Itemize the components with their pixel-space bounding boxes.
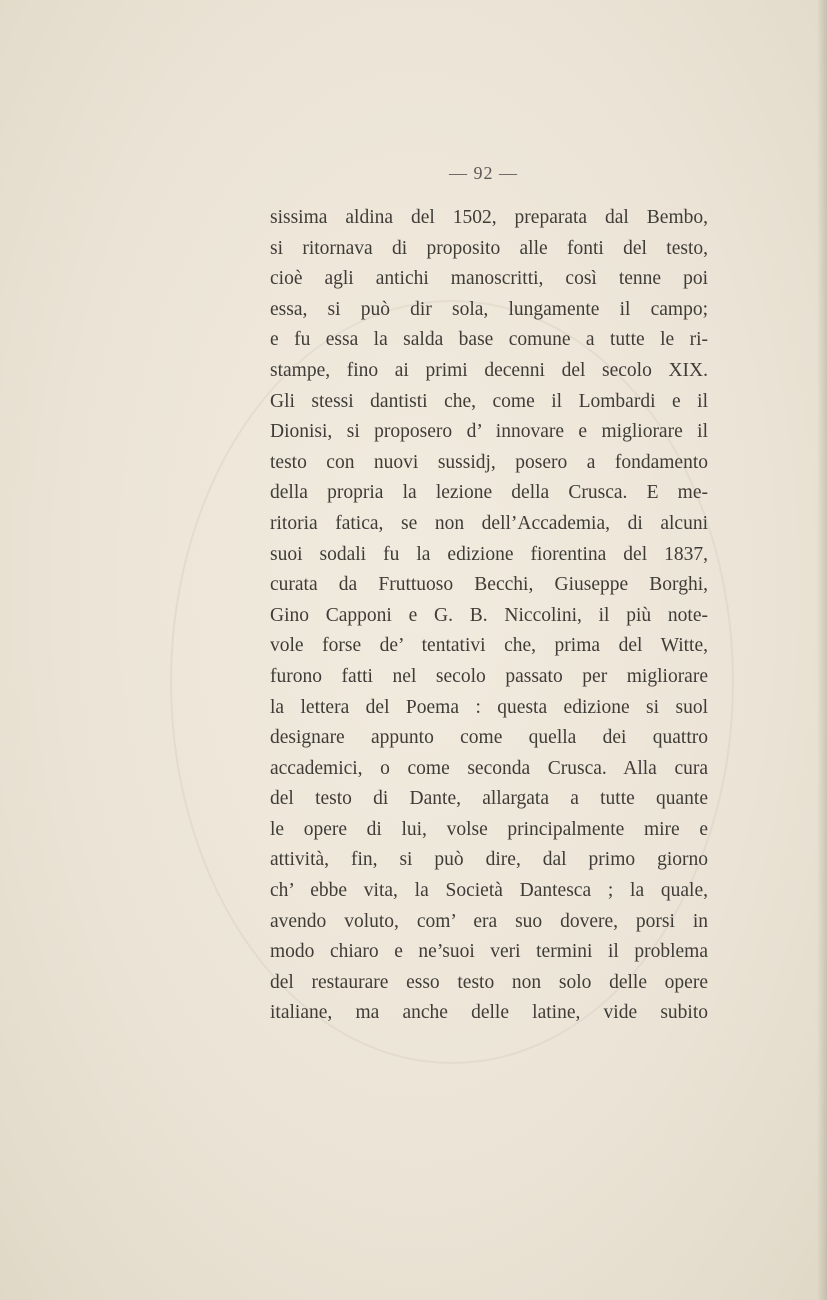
- text-line: le opere di lui, volse principalmente mire e: [270, 818, 708, 840]
- text-line: avendo voluto, com’ era suo dovere, porsi in: [270, 910, 708, 932]
- text-line: stampe, fino ai primi decenni del secolo XIX.: [270, 359, 708, 381]
- text-line: Gli stessi dantisti che, come il Lombardi e il: [270, 390, 708, 412]
- text-line: Dionisi, si proposero d’ innovare e migliorare il: [270, 421, 708, 443]
- text-line: Gino Capponi e G. B. Niccolini, il più note-: [270, 604, 708, 626]
- text-line: la lettera del Poema : questa edizione si suol: [270, 696, 708, 718]
- text-line: modo chiaro e ne’suoi veri termini il problema: [270, 941, 708, 963]
- text-line: designare appunto come quella dei quattro: [270, 727, 708, 749]
- text-line: e fu essa la salda base comune a tutte le ri-: [270, 329, 708, 351]
- body-text: [270, 203, 708, 1029]
- text-line: vole forse de’ tentativi che, prima del Witte,: [270, 635, 708, 657]
- text-line: ch’ ebbe vita, la Società Dantesca ; la quale,: [270, 880, 708, 902]
- text-line: testo con nuovi sussidj, posero a fondamento: [270, 451, 708, 473]
- text-line: attività, fin, si può dire, dal primo giorno: [270, 849, 708, 871]
- text-line: cioè agli antichi manoscritti, così tenne poi: [270, 268, 708, 290]
- text-line: italiane, ma anche delle latine, vide subito: [270, 1002, 708, 1024]
- text-line: ritoria fatica, se non dell’Accademia, di alcuni: [270, 512, 708, 534]
- text-line: della propria la lezione della Crusca. E me-: [270, 482, 708, 504]
- text-line: accademici, o come seconda Crusca. Alla cura: [270, 757, 708, 779]
- page-number: — 92 —: [449, 163, 518, 183]
- text-line: curata da Fruttuoso Becchi, Giuseppe Borghi,: [270, 574, 708, 596]
- text-line: si ritornava di proposito alle fonti del testo,: [270, 237, 708, 259]
- text-line: essa, si può dir sola, lungamente il campo;: [270, 298, 708, 320]
- text-line: del restaurare esso testo non solo delle opere: [270, 971, 708, 993]
- text-line: sissima aldina del 1502, preparata dal Bembo,: [270, 207, 708, 228]
- text-line: suoi sodali fu la edizione fiorentina del 1837,: [270, 543, 708, 565]
- text-line: del testo di Dante, allargata a tutte quante: [270, 788, 708, 810]
- text-line: furono fatti nel secolo passato per migliorare: [270, 665, 708, 687]
- page-edge-shadow: [817, 0, 827, 1300]
